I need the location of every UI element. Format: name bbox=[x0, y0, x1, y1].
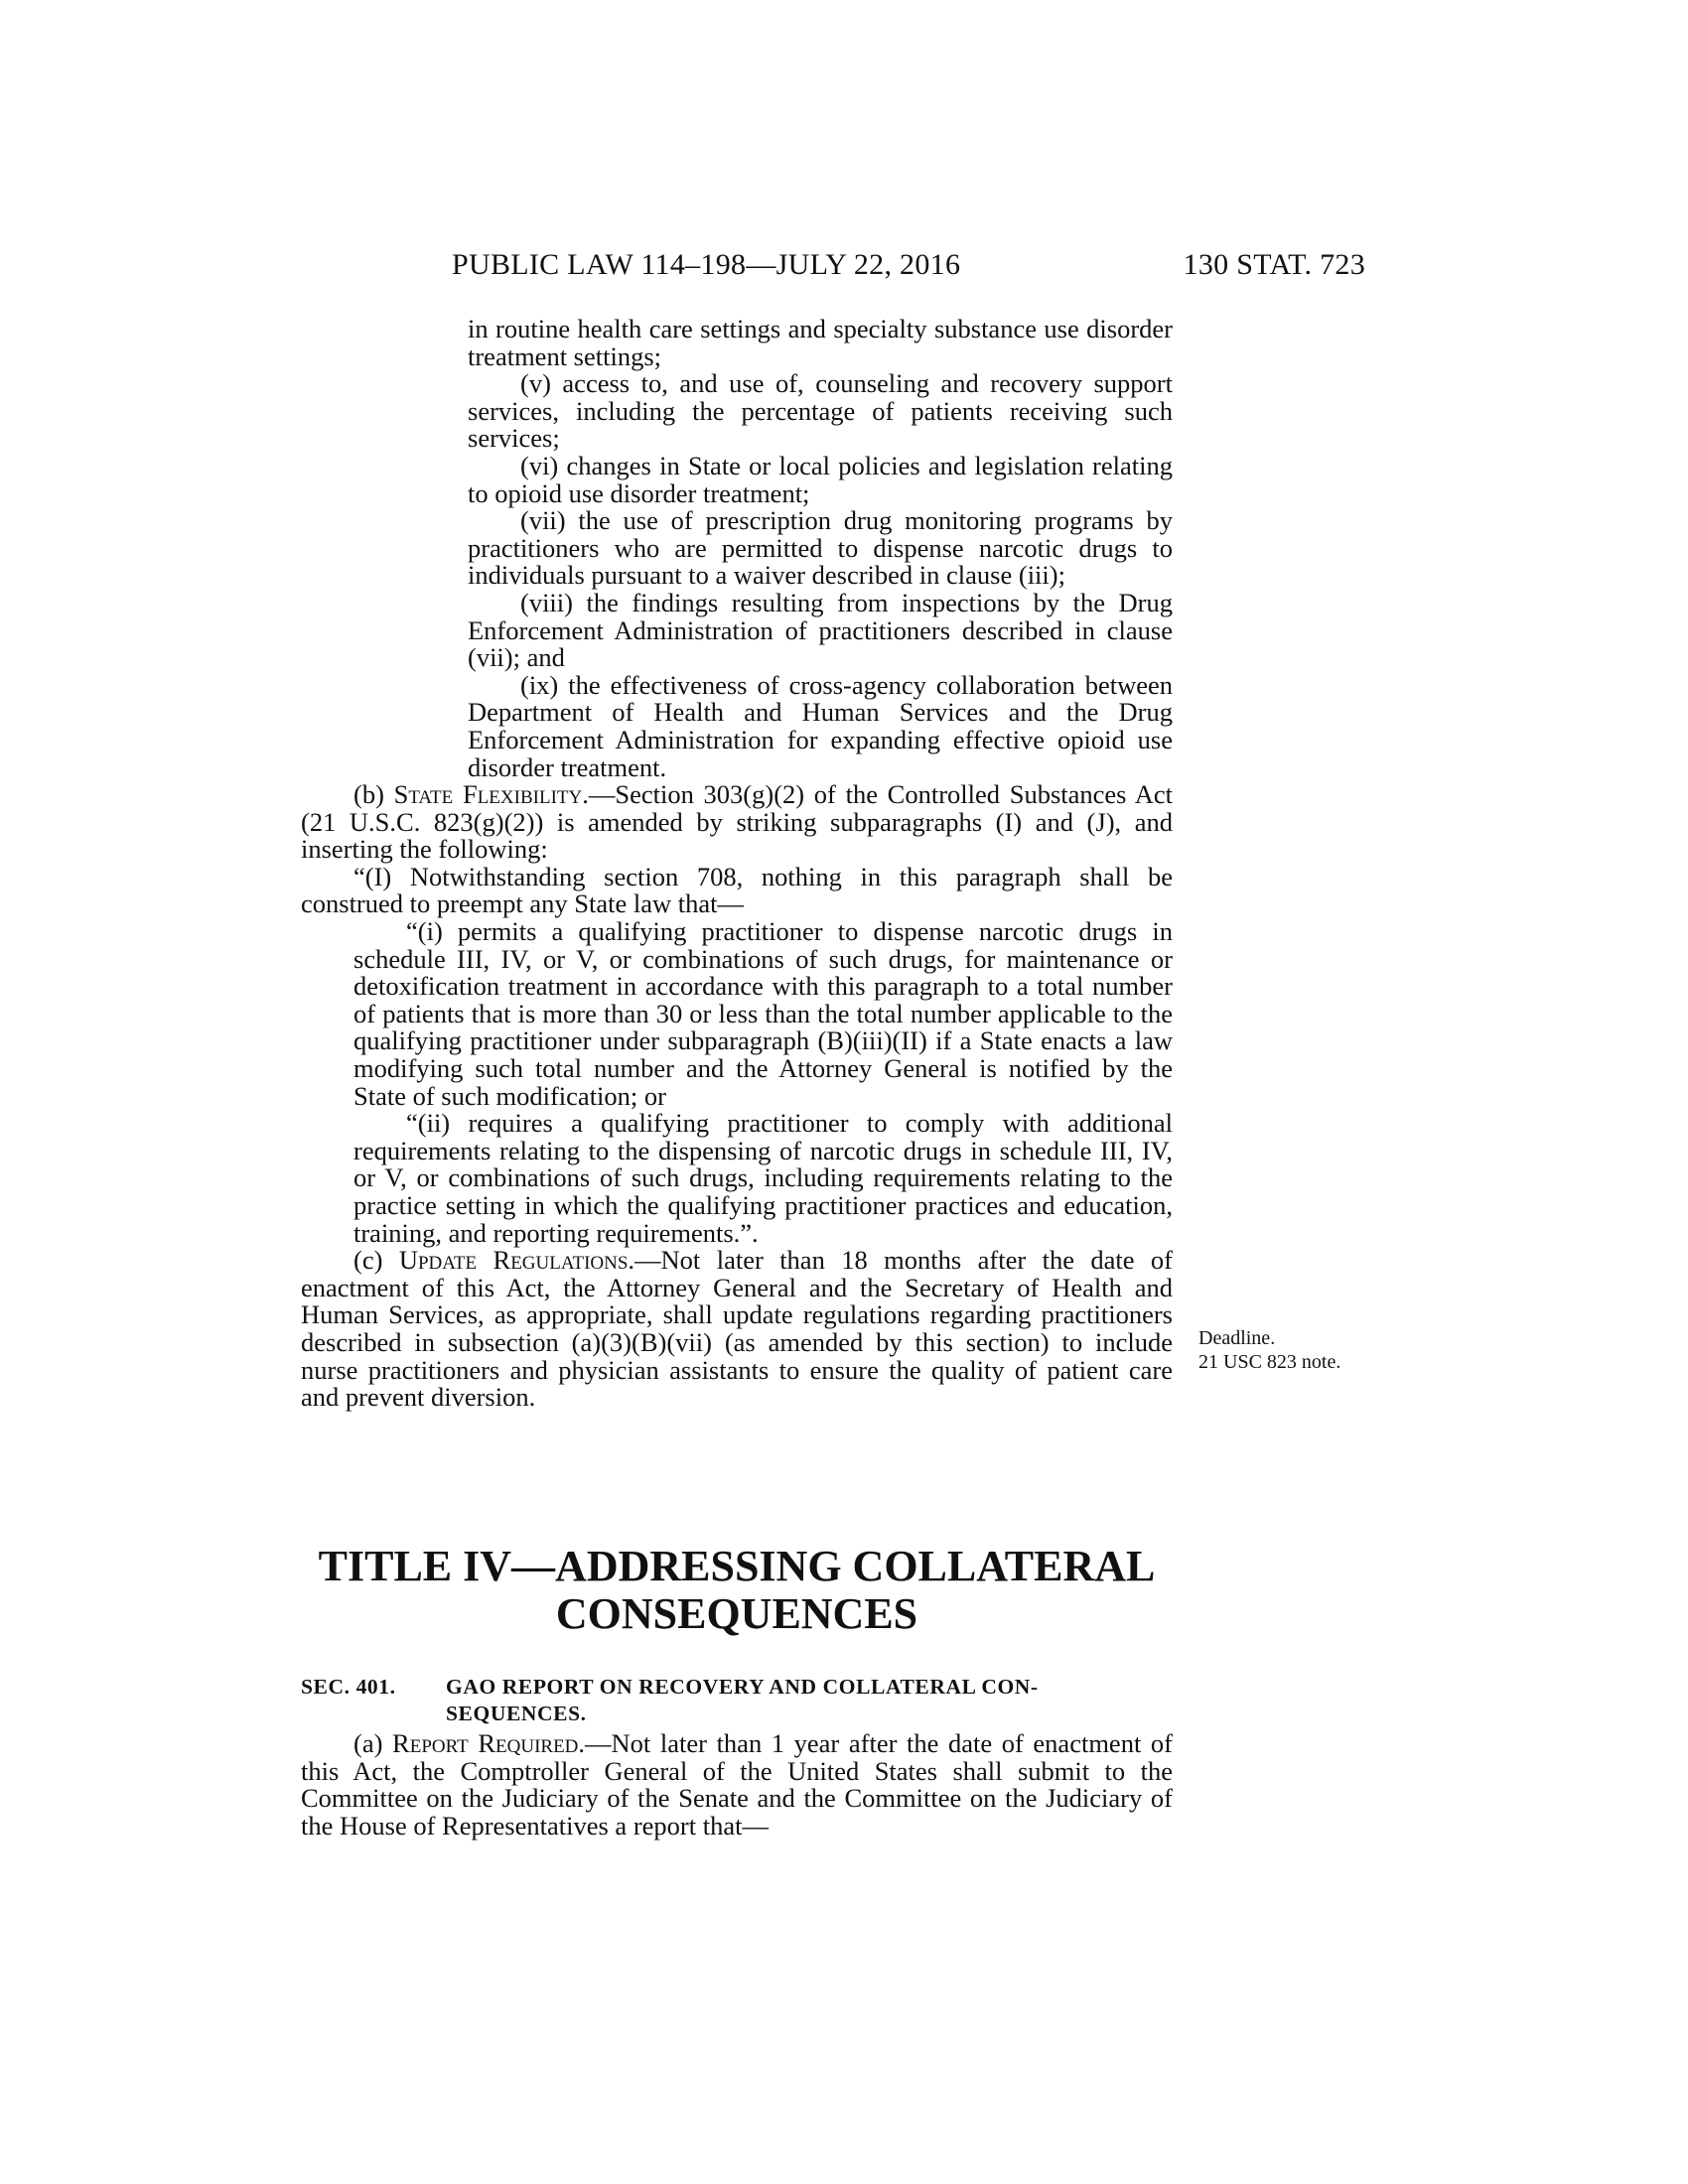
quoted-subparagraph-I: “(I) Notwithstanding section 708, nothing in this paragraph shall be construed to preempt any State law that— bbox=[301, 861, 1173, 919]
quoted-clause-ii: “(ii) requires a qualifying practitioner to comply with additional requirements relating to the dispensing of narcotic drugs in schedule III, IV, or V, or combinations of such drugs, including requirements relating to the practice setting in which the qualifying practitioner practices and education, training, and reporting requirements.”. bbox=[353, 1108, 1173, 1248]
quoted-clause-i: “(i) permits a qualifying practitioner to dispense narcotic drugs in schedule III, IV, or V, or combinations of such drugs, for maintenance or detoxification treatment in accordance with this paragraph to a total number of patients that is more than 30 or less than the total number applicable to the qualifying practitioner under subparagraph (B)(iii)(II) if a State enacts a law modifying such total number and the Attorney General is notified by the State of such modification; or bbox=[353, 916, 1173, 1111]
subsection-a-label: (a) bbox=[353, 1728, 393, 1758]
title-heading bbox=[301, 1543, 1173, 1638]
subsection-c bbox=[301, 1247, 1173, 1412]
section-heading-line-1: GAO REPORT ON RECOVERY AND COLLATERAL CON- bbox=[446, 1675, 1039, 1699]
subsection-b-label: (b) bbox=[353, 779, 394, 810]
clause-viii: (viii) the findings resulting from inspections by the Drug Enforcement Administration of practitioners described in clause (vii); and bbox=[468, 587, 1173, 673]
title-line-1: TITLE IV—ADDRESSING COLLATERAL bbox=[318, 1542, 1156, 1590]
subsection-c-text: .—Not later than 18 months after the date of enactment of this Act, the Attorney General and the Secretary of Health and Human Services, as appropriate, shall update regulations regarding practitioners described in subsection (a)(3)(B)(vii) (as amended by this section) to include nurse practitioners and physician assistants to ensure the quality of patient care and prevent diversion. bbox=[301, 1245, 1174, 1413]
clause-v: (v) access to, and use of, counseling and recovery support services, including the percentage of patients receiving such services; bbox=[468, 368, 1173, 454]
subsection-b-heading: State Flexibility bbox=[393, 779, 583, 810]
running-head bbox=[452, 248, 1365, 288]
subsection-c-heading: Update Regulations bbox=[398, 1245, 629, 1276]
subsection-a-text: .—Not later than 1 year after the date of enactment of this Act, the Comptroller General of the United States shall submit to the Committee on the Judiciary of the Senate and the Committee on the Judiciary of the House of Representatives a report that— bbox=[301, 1728, 1173, 1841]
section-number: SEC. 401. bbox=[301, 1675, 396, 1699]
section-401-body bbox=[301, 1730, 1173, 1840]
marginal-notes bbox=[1198, 1326, 1340, 1374]
subsection-b-text: .—Section 303(g)(2) of the Controlled Substances Act (21 U.S.C. 823(g)(2)) is amended by striking subparagraphs (I) and (J), and inserting the following: bbox=[301, 779, 1173, 865]
clause-vii: (vii) the use of prescription drug monitoring programs by practitioners who are permitted to dispense narcotic drugs to individuals pursuant to a waiver described in clause (iii); bbox=[468, 505, 1173, 591]
law-citation: PUBLIC LAW 114–198—JULY 22, 2016 bbox=[452, 248, 961, 281]
subsection-b bbox=[301, 781, 1173, 864]
clause-ix: (ix) the effectiveness of cross-agency collaboration between Department of Health and Human Services and the Drug Enforcement Administration for expanding effective opioid use disorder treatment. bbox=[468, 669, 1173, 782]
marginal-note-usc: 21 USC 823 note. bbox=[1198, 1351, 1341, 1373]
clause-vi: (vi) changes in State or local policies and legislation relating to opioid use disorder treatment; bbox=[468, 450, 1173, 508]
subsection-a-heading: Report Required bbox=[392, 1728, 579, 1758]
title-line-2: CONSEQUENCES bbox=[555, 1589, 918, 1638]
subsection-a bbox=[301, 1730, 1173, 1840]
marginal-note-deadline: Deadline. bbox=[1198, 1327, 1276, 1349]
clause-iv-continuation: in routine health care settings and specialty substance use disorder treatment settings; bbox=[468, 314, 1173, 371]
section-401-heading bbox=[301, 1674, 1173, 1727]
subsection-c-label: (c) bbox=[353, 1245, 399, 1276]
statute-page-number: 130 STAT. 723 bbox=[1183, 248, 1365, 281]
section-heading-line-2: SEQUENCES. bbox=[446, 1702, 587, 1725]
body-text bbox=[301, 316, 1173, 1412]
